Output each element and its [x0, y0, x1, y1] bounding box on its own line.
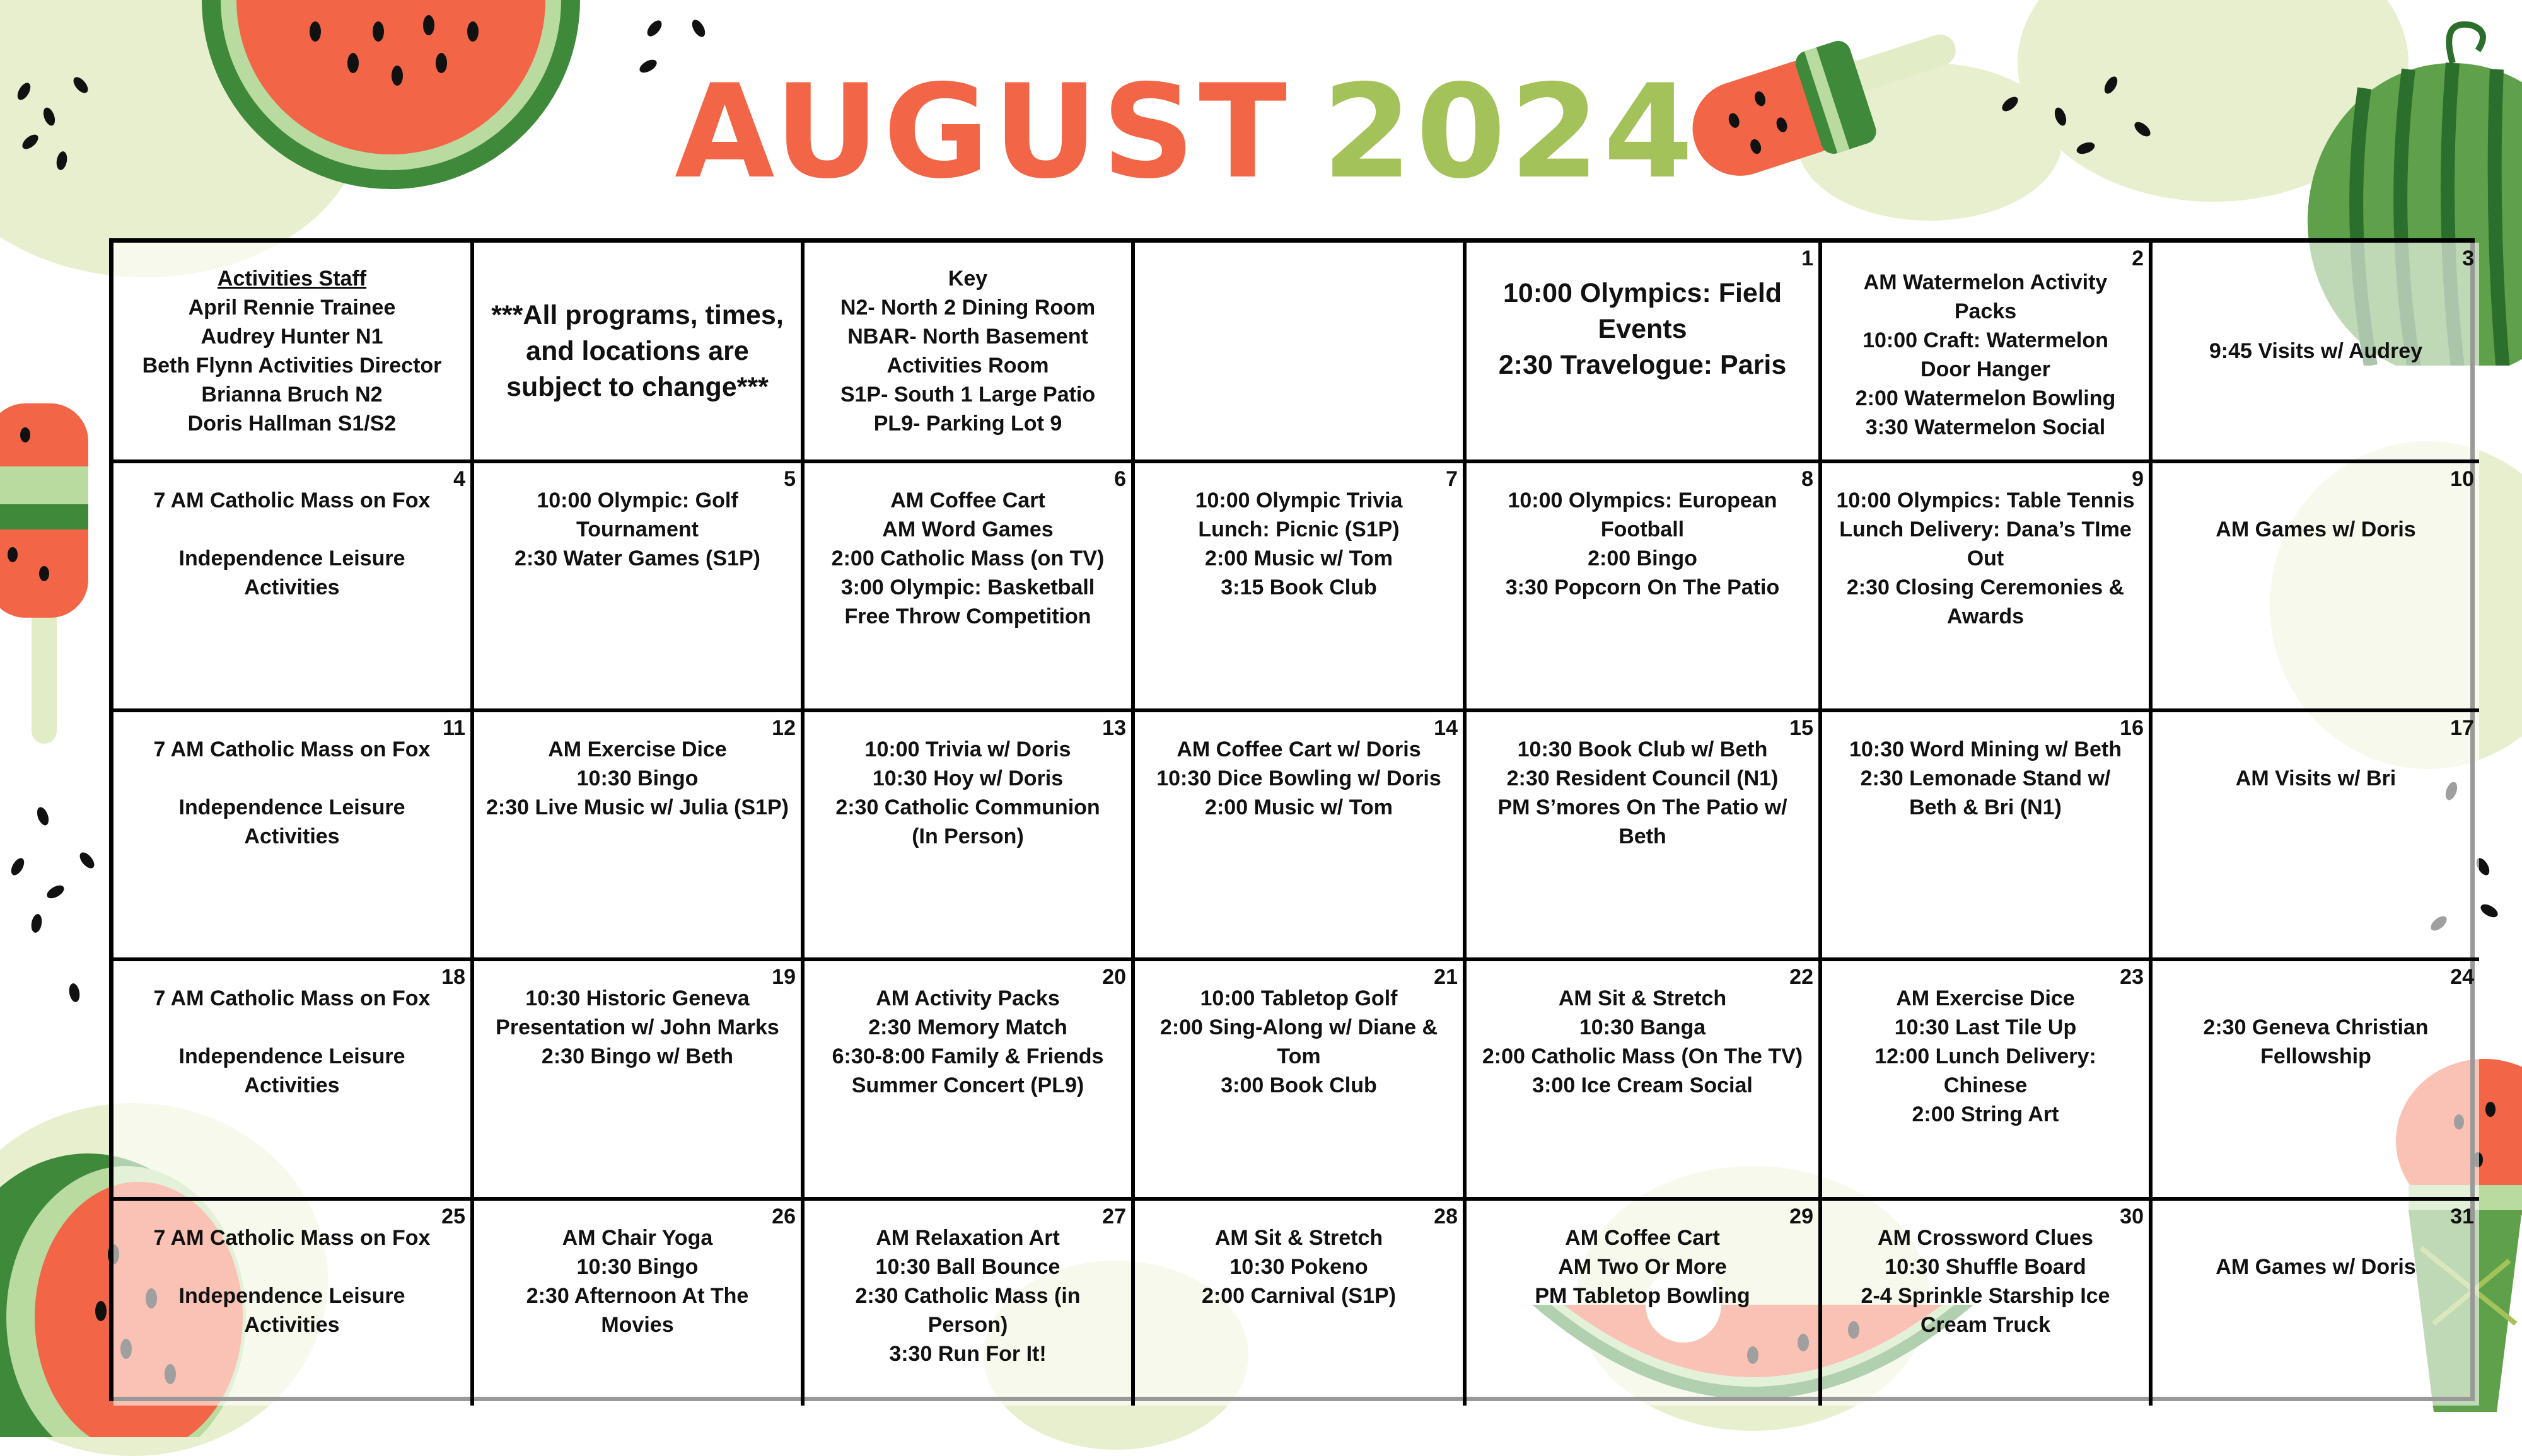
- day-cell-19: [474, 961, 805, 1201]
- event-line: 2:30 Catholic Communion: [835, 795, 1100, 819]
- day-number: 5: [784, 467, 796, 491]
- event-line: 10:30 Historic Geneva: [525, 986, 750, 1010]
- day-number: 25: [441, 1205, 465, 1228]
- day-number: 13: [1102, 716, 1126, 740]
- day-cell-21: [1135, 961, 1467, 1201]
- event-line: 9:45 Visits w/ Audrey: [2209, 339, 2423, 363]
- event-line: AM Coffee Cart: [890, 488, 1045, 512]
- day-number: 16: [2120, 716, 2144, 740]
- event-line: Tom: [1277, 1044, 1321, 1068]
- event-line: Events: [1598, 314, 1687, 344]
- event-line: N2- North 2 Dining Room: [840, 296, 1096, 320]
- event-line: 10:30 Bingo: [576, 1255, 699, 1279]
- event-line: 10:00 Olympics: Table Tennis: [1836, 488, 2135, 512]
- day-cell-14: [1135, 712, 1467, 961]
- day-number: 20: [1102, 965, 1126, 989]
- day-cell-25: [113, 1201, 474, 1406]
- event-line: Packs: [1954, 299, 2017, 323]
- event-line: 10:30 Last Tile Up: [1894, 1015, 2077, 1039]
- day-number: 26: [772, 1205, 796, 1228]
- event-line: 2-4 Sprinkle Starship Ice: [1861, 1284, 2110, 1308]
- event-line: 2:30 Live Music w/ Julia (S1P): [486, 795, 789, 819]
- event-line: 10:00 Olympics: Field: [1502, 278, 1782, 308]
- event-line: Activities Room: [886, 354, 1049, 378]
- day-cell-24: [2153, 961, 2479, 1201]
- day-cell-12: [474, 712, 805, 961]
- event-line: 2:00 Bingo: [1588, 546, 1697, 570]
- event-line: AM Games w/ Doris: [2216, 517, 2416, 541]
- staff-heading: Activities Staff: [217, 267, 367, 291]
- event-line: Tournament: [576, 517, 699, 541]
- event-line: 2:00 Watermelon Bowling: [1855, 386, 2116, 410]
- event-line: 2:00 String Art: [1912, 1102, 2059, 1126]
- event-line: 2:30 Closing Ceremonies &: [1846, 575, 2125, 599]
- event-line: AM Relaxation Art: [876, 1226, 1060, 1250]
- event-line: 3:00 Olympic: Basketball: [840, 575, 1095, 599]
- day-number: 21: [1434, 965, 1458, 989]
- day-number: 28: [1434, 1205, 1458, 1228]
- event-line: Presentation w/ John Marks: [496, 1015, 779, 1039]
- event-line: AM Games w/ Doris: [2216, 1255, 2416, 1279]
- day-number: 6: [1114, 467, 1126, 491]
- day-cell-31: [2153, 1201, 2479, 1406]
- watermelon-popsicle-icon: [1652, 19, 1980, 195]
- event-line: 3:30 Watermelon Social: [1865, 415, 2106, 439]
- day-number: 30: [2120, 1205, 2144, 1228]
- day-number: 27: [1102, 1205, 1126, 1228]
- event-line: 10:00 Trivia w/ Doris: [864, 737, 1071, 761]
- event-line: 2:00 Carnival (S1P): [1201, 1284, 1397, 1308]
- event-line: 10:30 Banga: [1579, 1015, 1706, 1039]
- day-cell-18: [113, 961, 474, 1201]
- event-line: AM Exercise Dice: [548, 737, 727, 761]
- event-line: S1P- South 1 Large Patio: [840, 383, 1096, 407]
- event-line: 10:30 Pokeno: [1229, 1255, 1368, 1279]
- event-line: 2:30 Geneva Christian: [2203, 1015, 2429, 1039]
- day-cell-15: [1467, 712, 1822, 961]
- event-line: 3:00 Book Club: [1221, 1073, 1377, 1097]
- day-cell-8: [1467, 463, 1822, 712]
- event-line: PM Tabletop Bowling: [1535, 1284, 1750, 1308]
- event-line: subject to change***: [506, 371, 769, 402]
- event-line: AM Word Games: [882, 517, 1054, 541]
- event-line: AM Watermelon Activity: [1863, 270, 2108, 294]
- day-number: 14: [1434, 716, 1458, 740]
- title-month: AUGUST: [675, 57, 1291, 207]
- event-line: 10:30 Word Mining w/ Beth: [1849, 737, 2122, 761]
- event-line: Key: [948, 267, 988, 291]
- event-line: 2:30 Afternoon At The: [526, 1284, 749, 1308]
- event-line: Brianna Bruch N2: [201, 383, 383, 407]
- day-number: 4: [453, 467, 465, 491]
- event-line: Activities: [244, 824, 340, 848]
- day-number: 22: [1789, 965, 1813, 989]
- event-line: April Rennie Trainee: [188, 296, 396, 320]
- event-line: 7 AM Catholic Mass on Fox: [153, 1226, 431, 1250]
- event-line: 12:00 Lunch Delivery:: [1874, 1044, 2096, 1068]
- event-line: Audrey Hunter N1: [200, 325, 383, 349]
- event-line: 2:30 Water Games (S1P): [514, 546, 760, 570]
- day-number: 1: [1801, 246, 1813, 270]
- event-line: Beth Flynn Activities Director: [142, 354, 442, 378]
- day-number: 10: [2450, 467, 2474, 491]
- event-line: Independence Leisure: [178, 546, 405, 570]
- event-line: Cream Truck: [1921, 1313, 2050, 1337]
- event-line: Independence Leisure: [178, 795, 405, 819]
- day-number: 31: [2450, 1205, 2474, 1228]
- day-cell-5: [474, 463, 805, 712]
- day-cell-23: [1822, 961, 2153, 1201]
- watermelon-popsicle-icon: [0, 391, 101, 744]
- event-line: and locations are: [526, 335, 749, 366]
- event-line: 3:30 Popcorn On The Patio: [1505, 575, 1780, 599]
- event-line: Activities: [244, 575, 340, 599]
- event-line: AM Coffee Cart w/ Doris: [1177, 737, 1421, 761]
- day-number: 8: [1801, 467, 1813, 491]
- title-year: 2024: [1322, 57, 1697, 207]
- day-number: 29: [1789, 1205, 1813, 1228]
- event-line: Beth: [1618, 824, 1666, 848]
- day-number: 24: [2450, 965, 2474, 989]
- event-line: 2:30 Memory Match: [868, 1015, 1067, 1039]
- day-cell-3: [2153, 243, 2479, 463]
- info-cell-1: [113, 243, 474, 463]
- event-line: PL9- Parking Lot 9: [873, 412, 1062, 436]
- event-line: Doris Hallman S1/S2: [187, 412, 397, 436]
- day-cell-22: [1467, 961, 1822, 1201]
- info-cell-2: [474, 243, 805, 463]
- event-line: Summer Concert (PL9): [851, 1073, 1084, 1097]
- day-cell-11: [113, 712, 474, 961]
- event-line: 10:00 Olympics: European: [1508, 488, 1777, 512]
- event-line: 7 AM Catholic Mass on Fox: [153, 986, 431, 1010]
- day-number: 17: [2450, 716, 2474, 740]
- event-line: 2:30 Bingo w/ Beth: [541, 1044, 734, 1068]
- event-line: 7 AM Catholic Mass on Fox: [153, 737, 431, 761]
- event-line: 10:30 Dice Bowling w/ Doris: [1156, 766, 1441, 790]
- event-line: Movies: [601, 1313, 674, 1337]
- day-number: 3: [2462, 246, 2474, 270]
- event-line: 10:30 Ball Bounce: [875, 1255, 1061, 1279]
- event-line: 10:30 Shuffle Board: [1885, 1255, 2086, 1279]
- event-line: 3:00 Ice Cream Social: [1532, 1073, 1753, 1097]
- event-line: AM Activity Packs: [876, 986, 1060, 1010]
- event-line: AM Two Or More: [1558, 1255, 1727, 1279]
- day-number: 7: [1446, 467, 1458, 491]
- day-cell-26: [474, 1201, 805, 1406]
- event-line: Independence Leisure: [178, 1284, 405, 1308]
- day-cell-17: [2153, 712, 2479, 961]
- day-cell-27: [805, 1201, 1135, 1406]
- event-line: 2:30 Lemonade Stand w/: [1860, 766, 2111, 790]
- day-cell-30: [1822, 1201, 2153, 1406]
- day-cell-1: [1467, 243, 1822, 463]
- event-line: Lunch: Picnic (S1P): [1198, 517, 1400, 541]
- day-number: 9: [2132, 467, 2144, 491]
- info-cell-4: [1135, 243, 1467, 463]
- event-line: 10:00 Olympic Trivia: [1195, 488, 1403, 512]
- day-cell-10: [2153, 463, 2479, 712]
- event-line: Fellowship: [2260, 1044, 2371, 1068]
- calendar-grid: [109, 238, 2475, 1401]
- event-line: (In Person): [912, 824, 1024, 848]
- event-line: Person): [927, 1313, 1008, 1337]
- day-cell-29: [1467, 1201, 1822, 1406]
- event-line: 2:00 Catholic Mass (On The TV): [1482, 1044, 1803, 1068]
- day-cell-16: [1822, 712, 2153, 961]
- event-line: Out: [1967, 546, 2004, 570]
- day-cell-20: [805, 961, 1135, 1201]
- event-line: AM Sit & Stretch: [1214, 1226, 1383, 1250]
- day-cell-28: [1135, 1201, 1467, 1406]
- event-line: ***All programs, times,: [491, 299, 784, 330]
- page-title: [675, 57, 1697, 207]
- day-number: 18: [441, 965, 465, 989]
- event-line: 2:30 Catholic Mass (in: [855, 1284, 1081, 1308]
- event-line: 10:00 Olympic: Golf: [537, 488, 738, 512]
- event-line: Independence Leisure: [178, 1044, 405, 1068]
- event-line: PM S’mores On The Patio w/: [1497, 795, 1787, 819]
- event-line: 3:30 Run For It!: [889, 1342, 1047, 1366]
- event-line: 2:00 Music w/ Tom: [1205, 546, 1393, 570]
- watermelon-slice-icon: [189, 0, 593, 202]
- event-line: Beth & Bri (N1): [1909, 795, 2062, 819]
- event-line: Chinese: [1943, 1073, 2028, 1097]
- event-line: 2:30 Travelogue: Paris: [1498, 350, 1787, 380]
- day-cell-2: [1822, 243, 2153, 463]
- day-number: 15: [1789, 716, 1813, 740]
- event-line: 2:00 Music w/ Tom: [1205, 795, 1393, 819]
- day-cell-9: [1822, 463, 2153, 712]
- day-cell-4: [113, 463, 474, 712]
- event-line: 10:00 Craft: Watermelon: [1862, 328, 2108, 352]
- event-line: Activities: [244, 1073, 340, 1097]
- event-line: AM Sit & Stretch: [1558, 986, 1727, 1010]
- event-line: Football: [1600, 517, 1685, 541]
- info-cell-3: [805, 243, 1135, 463]
- event-line: 10:00 Tabletop Golf: [1200, 986, 1398, 1010]
- event-line: 10:30 Book Club w/ Beth: [1517, 737, 1768, 761]
- event-line: 2:00 Catholic Mass (on TV): [831, 546, 1105, 570]
- event-line: NBAR- North Basement: [847, 325, 1088, 349]
- event-line: AM Crossword Clues: [1878, 1226, 2093, 1250]
- event-line: AM Exercise Dice: [1896, 986, 2075, 1010]
- event-line: Lunch Delivery: Dana’s TIme: [1839, 517, 2132, 541]
- event-line: 2:30 Resident Council (N1): [1506, 766, 1779, 790]
- day-number: 12: [772, 716, 796, 740]
- day-number: 11: [443, 716, 465, 740]
- day-number: 23: [2120, 965, 2144, 989]
- event-line: 7 AM Catholic Mass on Fox: [153, 488, 431, 512]
- event-line: Door Hanger: [1921, 357, 2050, 381]
- day-cell-7: [1135, 463, 1467, 712]
- event-line: 10:30 Bingo: [576, 766, 699, 790]
- event-line: Activities: [244, 1313, 340, 1337]
- event-line: AM Visits w/ Bri: [2235, 766, 2397, 790]
- event-line: 10:30 Hoy w/ Doris: [872, 766, 1064, 790]
- event-line: AM Coffee Cart: [1565, 1226, 1720, 1250]
- day-number: 19: [772, 965, 796, 989]
- event-line: Awards: [1946, 604, 2025, 628]
- day-cell-13: [805, 712, 1135, 961]
- event-line: AM Chair Yoga: [562, 1226, 713, 1250]
- event-line: 6:30-8:00 Family & Friends: [832, 1044, 1104, 1068]
- event-line: 2:00 Sing-Along w/ Diane &: [1159, 1015, 1438, 1039]
- event-line: Free Throw Competition: [844, 604, 1091, 628]
- event-line: 3:15 Book Club: [1221, 575, 1377, 599]
- day-cell-6: [805, 463, 1135, 712]
- day-number: 2: [2132, 246, 2144, 270]
